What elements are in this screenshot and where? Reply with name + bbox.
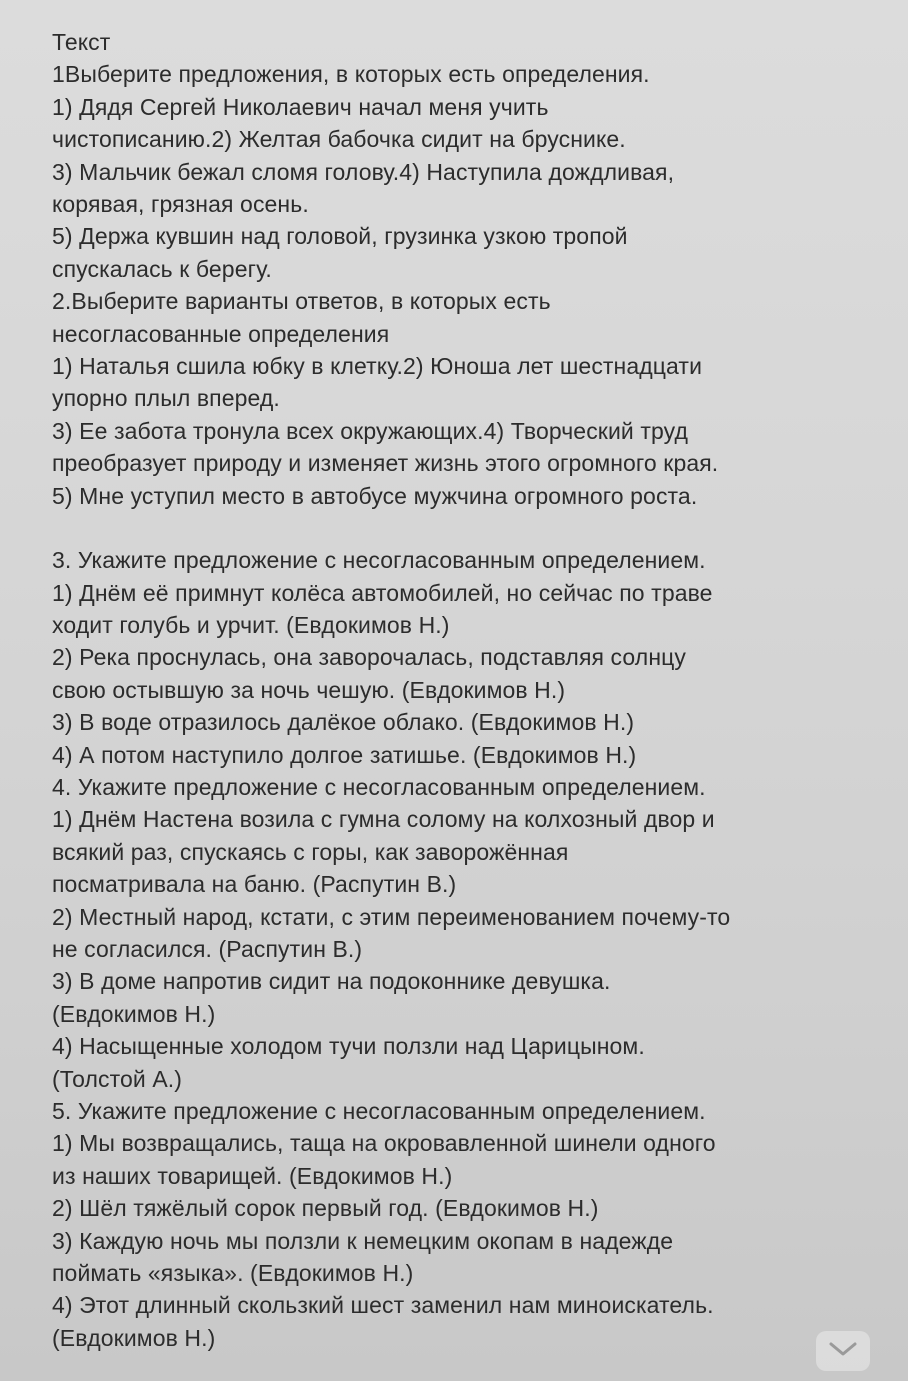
text-line: 1) Днём Настена возила с гумна солому на колхозный двор и [52, 806, 715, 833]
text-line: упорно плыл вперед. [52, 385, 280, 412]
text-line: всякий раз, спускаясь с горы, как заворожённая [52, 838, 569, 865]
text-line: (Евдокимов Н.) [52, 1324, 216, 1351]
text-line: преобразует природу и изменяет жизнь этого огромного края. [52, 450, 719, 477]
text-line: 3) В воде отразилось далёкое облако. (Евдокимов Н.) [52, 709, 635, 736]
scroll-down-button[interactable] [816, 1331, 870, 1371]
text-line: 4) А потом наступило долгое затишье. (Евдокимов Н.) [52, 741, 637, 768]
text-line: свою остывшую за ночь чешую. (Евдокимов Н.) [52, 676, 566, 703]
text-line: (Евдокимов Н.) [52, 1000, 216, 1027]
text-line: 1) Наталья сшила юбку в клетку.2) Юноша лет шестнадцати [52, 353, 703, 380]
text-line: ходит голубь и урчит. (Евдокимов Н.) [52, 611, 450, 638]
text-line: 2.Выберите варианты ответов, в которых есть [52, 288, 551, 315]
text-line: корявая, грязная осень. [52, 191, 309, 218]
text-line: поймать «языка». (Евдокимов Н.) [52, 1260, 414, 1287]
text-line: (Толстой А.) [52, 1065, 183, 1092]
chevron-down-icon [828, 1340, 858, 1363]
text-line: 1) Днём её примнут колёса автомобилей, но сейчас по траве [52, 579, 713, 606]
text-line: 2) Река проснулась, она заворочалась, подставляя солнцу [52, 644, 686, 671]
text-line: 2) Местный народ, кстати, с этим переименованием почему-то [52, 903, 731, 930]
paragraph-gap [52, 512, 872, 544]
text-line: 4) Насыщенные холодом тучи ползли над Царицыном. [52, 1033, 645, 1060]
text-line: 2) Шёл тяжёлый сорок первый год. (Евдокимов Н.) [52, 1195, 599, 1222]
text-line: посматривала на баню. (Распутин В.) [52, 871, 457, 898]
text-line: 3) Ее забота тронула всех окружающих.4) Творческий труд [52, 417, 688, 444]
text-line: 3. Укажите предложение с несогласованным определением. [52, 547, 706, 574]
text-line: 5. Укажите предложение с несогласованным определением. [52, 1098, 706, 1124]
text-line: 3) Мальчик бежал сломя голову.4) Наступила дождливая, [52, 158, 675, 185]
text-line: 5) Держа кувшин над головой, грузинка узкою тропой [52, 223, 628, 250]
text-line: 4. Укажите предложение с несогласованным определением. [52, 773, 706, 800]
text-line: спускалась к берегу. [52, 255, 272, 282]
text-line: не согласился. (Распутин В.) [52, 935, 363, 962]
text-line: чистописанию.2) Желтая бабочка сидит на бруснике. [52, 126, 626, 153]
text-line: 1Выберите предложения, в которых есть определения. [52, 61, 650, 88]
text-line: 1) Мы возвращались, таща на окровавленной шинели одного [52, 1130, 716, 1157]
document-title: Текст [52, 29, 111, 55]
text-line: 3) Каждую ночь мы ползли к немецким окопам в надежде [52, 1227, 674, 1254]
text-line: 5) Мне уступил место в автобусе мужчина огромного роста. [52, 482, 698, 509]
text-line: 4) Этот длинный скользкий шест заменил нам миноискатель. [52, 1292, 714, 1319]
text-line: 1) Дядя Сергей Николаевич начал меня учить [52, 93, 549, 120]
text-line: несогласованные определения [52, 320, 390, 347]
text-line: 3) В доме напротив сидит на подоконнике девушка. [52, 968, 611, 995]
text-line: из наших товарищей. (Евдокимов Н.) [52, 1162, 453, 1189]
document-body [52, 26, 872, 1354]
